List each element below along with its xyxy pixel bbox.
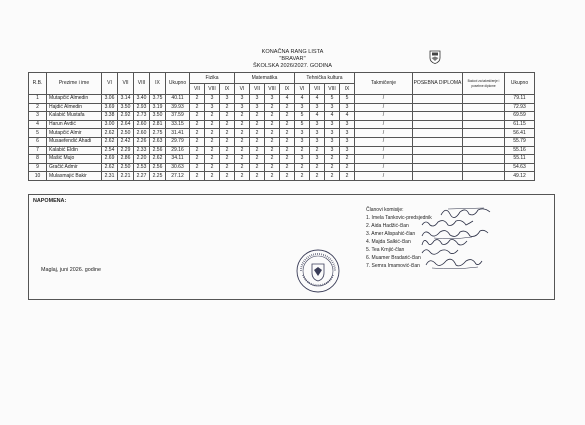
col-bodovi: Bodovi za takmičenje i posebne diplome [463,73,505,95]
cell-tehnicka: 3 [325,129,340,138]
cell-vii: 2.86 [118,155,134,164]
cell-ix: 2.56 [150,146,166,155]
cell-matematika: 2 [250,112,265,121]
cell-vii: 3.50 [118,103,134,112]
col-group-tehnicka: Tehnička kultura [295,73,355,84]
col-group-matematika: Matematika [235,73,295,84]
cell-matematika: 2 [235,146,250,155]
cell-matematika: 3 [250,103,265,112]
cell-posebna-diploma [413,163,463,172]
cell-name: Hajdić Almedin [47,103,102,112]
cell-fizika: 2 [220,103,235,112]
cell-matematika: 2 [250,172,265,181]
cell-vii: 2.50 [118,163,134,172]
cell-bodovi [463,137,505,146]
cell-tehnicka: 3 [340,103,355,112]
cell-matematika: 2 [235,129,250,138]
cell-takmicenje: / [355,137,413,146]
cell-ix: 2.81 [150,120,166,129]
cell-matematika: 2 [235,163,250,172]
cell-tehnicka: 4 [310,112,325,121]
commission-member: 3. Amer Alispahić-član [366,231,416,237]
commission-member: 4. Majda Salkić-član [366,239,411,245]
cell-fizika: 2 [205,120,220,129]
cell-tehnicka: 3 [310,129,325,138]
cell-fizika: 2 [190,120,205,129]
cell-tehnicka: 3 [340,120,355,129]
cell-matematika: 2 [250,120,265,129]
cell-matematika: 2 [280,112,295,121]
cell-ukupno-final: 49.12 [505,172,535,181]
cell-tehnicka: 3 [325,137,340,146]
cell-takmicenje: / [355,95,413,104]
commission-member: 2. Aida Hadžić-član [366,223,409,229]
cell-rb: 3 [29,112,47,121]
cell-ix: 3.50 [150,112,166,121]
school-year: ŠKOLSKA 2026/2027. GODINA [253,63,332,69]
document-title: KONAČNA RANG LISTA [261,49,324,55]
cell-matematika: 2 [250,163,265,172]
cell-vi: 3.00 [102,120,118,129]
cell-rb: 6 [29,137,47,146]
cell-fizika: 2 [190,112,205,121]
cell-vi: 3.69 [102,103,118,112]
cell-ix: 3.19 [150,103,166,112]
col-ix: IX [150,73,166,95]
cell-fizika: 2 [190,146,205,155]
cell-tehnicka: 2 [340,163,355,172]
cell-matematika: 3 [235,95,250,104]
cell-fizika: 2 [220,172,235,181]
cell-fizika: 2 [220,146,235,155]
cell-tehnicka: 2 [325,163,340,172]
table-row [29,137,535,146]
cell-fizika: 2 [205,155,220,164]
commission-member: 5. Tea Krnjić-član [366,247,405,253]
cell-tehnicka: 2 [295,163,310,172]
cell-rb: 2 [29,103,47,112]
cell-ukupno: 37.59 [166,112,190,121]
cell-tehnicka: 5 [340,95,355,104]
commission-member: 6. Muamer Bradarić-član [366,255,421,261]
cell-fizika: 2 [220,120,235,129]
cell-ix: 2.63 [150,137,166,146]
col-takmicenje: Takmičenje [355,73,413,95]
col-ukupno-final: Ukupno [505,73,535,95]
cell-tehnicka: 3 [325,120,340,129]
cell-takmicenje: / [355,129,413,138]
commission-member: 1. Imela Tankovic-predsjednik [366,215,432,221]
cell-rb: 10 [29,172,47,181]
document-subtitle: "BRAVAR" [279,56,306,62]
cell-ukupno: 39.93 [166,103,190,112]
cell-tehnicka: 3 [310,120,325,129]
cell-name: Mutapčić Almir [47,129,102,138]
cell-vii: 2.64 [118,120,134,129]
cell-matematika: 2 [265,172,280,181]
cell-vii: 3.14 [118,95,134,104]
cell-matematika: 2 [280,163,295,172]
cell-ukupno-final: 55.11 [505,155,535,164]
col-vi: VI [102,73,118,95]
subcol-mat: VI [235,84,250,95]
cell-takmicenje: / [355,155,413,164]
cell-ix: 2.25 [150,172,166,181]
cell-name: Kalabić Eldin [47,146,102,155]
cell-tehnicka: 3 [310,155,325,164]
cell-fizika: 2 [220,137,235,146]
cell-tehnicka: 5 [325,95,340,104]
place-date: Maglaj, juni 2026. godine [41,267,101,273]
cell-bodovi [463,95,505,104]
cell-vi: 3.06 [102,95,118,104]
cell-bodovi [463,163,505,172]
cell-matematika: 2 [235,155,250,164]
cell-posebna-diploma [413,129,463,138]
cell-ukupno: 29.16 [166,146,190,155]
cell-posebna-diploma [413,137,463,146]
cell-vi: 2.62 [102,129,118,138]
cell-fizika: 3 [220,95,235,104]
subcol-fiz: VII [190,84,205,95]
cell-viii: 2.33 [134,146,150,155]
cell-takmicenje: / [355,146,413,155]
cell-fizika: 2 [190,129,205,138]
subcol-teh: VII [310,84,325,95]
cell-matematika: 2 [265,155,280,164]
cell-viii: 2.27 [134,172,150,181]
table-row [29,95,535,104]
cell-viii: 2.26 [134,137,150,146]
cell-matematika: 2 [265,120,280,129]
cell-tehnicka: 2 [310,163,325,172]
cell-bodovi [463,172,505,181]
commission-title: Članovi komisije: [366,207,404,213]
cell-posebna-diploma [413,112,463,121]
table-row [29,120,535,129]
cell-bodovi [463,120,505,129]
cell-matematika: 2 [265,163,280,172]
cell-ukupno: 29.79 [166,137,190,146]
school-crest-icon [429,50,441,64]
table-row [29,163,535,172]
cell-ukupno-final: 79.11 [505,95,535,104]
cell-matematika: 3 [235,103,250,112]
cell-matematika: 4 [280,95,295,104]
cell-tehnicka: 4 [325,112,340,121]
cell-tehnicka: 3 [295,129,310,138]
cell-fizika: 2 [205,172,220,181]
cell-fizika: 2 [205,146,220,155]
subcol-teh: VI [295,84,310,95]
subcol-mat: VIII [265,84,280,95]
cell-vi: 2.31 [102,172,118,181]
cell-takmicenje: / [355,103,413,112]
table-row [29,155,535,164]
cell-matematika: 2 [265,129,280,138]
col-ukupno: Ukupno [166,73,190,95]
commission-member: 7. Semra Imamović-član [366,263,420,269]
cell-vii: 2.50 [118,129,134,138]
cell-matematika: 2 [265,137,280,146]
cell-matematika: 2 [235,120,250,129]
subcol-teh: VIII [325,84,340,95]
cell-matematika: 2 [280,172,295,181]
cell-viii: 2.53 [134,163,150,172]
cell-posebna-diploma [413,172,463,181]
cell-fizika: 2 [205,112,220,121]
cell-fizika: 2 [190,155,205,164]
cell-tehnicka: 3 [325,146,340,155]
cell-matematika: 2 [265,103,280,112]
cell-fizika: 2 [220,155,235,164]
cell-fizika: 2 [205,129,220,138]
cell-posebna-diploma [413,103,463,112]
cell-viii: 2.93 [134,103,150,112]
cell-matematika: 2 [235,137,250,146]
cell-viii: 2.60 [134,120,150,129]
cell-takmicenje: / [355,112,413,121]
cell-tehnicka: 3 [295,103,310,112]
cell-ukupno: 27.12 [166,172,190,181]
cell-ukupno: 31.41 [166,129,190,138]
cell-tehnicka: 3 [295,155,310,164]
rank-table [28,72,535,181]
cell-tehnicka: 3 [295,137,310,146]
cell-fizika: 2 [190,172,205,181]
cell-posebna-diploma [413,120,463,129]
cell-takmicenje: / [355,120,413,129]
col-name: Prezime i ime [47,73,102,95]
cell-matematika: 2 [250,146,265,155]
cell-rb: 5 [29,129,47,138]
table-row [29,103,535,112]
cell-ukupno: 34.11 [166,155,190,164]
cell-rb: 4 [29,120,47,129]
cell-ukupno-final: 61.15 [505,120,535,129]
cell-vii: 2.29 [118,146,134,155]
cell-ukupno-final: 69.59 [505,112,535,121]
cell-fizika: 2 [205,163,220,172]
cell-viii: 2.60 [134,129,150,138]
cell-ukupno-final: 55.16 [505,146,535,155]
cell-matematika: 2 [280,129,295,138]
cell-takmicenje: / [355,172,413,181]
cell-viii: 3.40 [134,95,150,104]
cell-tehnicka: 3 [325,103,340,112]
rank-table-body [29,95,535,181]
cell-name: Musaefendić Ahadi [47,137,102,146]
cell-name: Mašić Mujo [47,155,102,164]
col-viii: VIII [134,73,150,95]
cell-vi: 3.38 [102,112,118,121]
cell-fizika: 2 [220,163,235,172]
cell-tehnicka: 3 [310,103,325,112]
cell-tehnicka: 2 [310,146,325,155]
cell-vii: 2.42 [118,137,134,146]
cell-name: Mulasmajić Bakir [47,172,102,181]
cell-matematika: 2 [265,146,280,155]
cell-bodovi [463,103,505,112]
cell-ukupno-final: 54.63 [505,163,535,172]
cell-ukupno-final: 72.93 [505,103,535,112]
cell-matematika: 2 [265,112,280,121]
cell-viii: 2.20 [134,155,150,164]
cell-fizika: 3 [205,95,220,104]
cell-bodovi [463,129,505,138]
cell-fizika: 2 [220,129,235,138]
cell-tehnicka: 2 [310,172,325,181]
cell-tehnicka: 5 [295,112,310,121]
cell-tehnicka: 2 [340,155,355,164]
cell-bodovi [463,146,505,155]
cell-posebna-diploma [413,146,463,155]
cell-viii: 2.73 [134,112,150,121]
cell-vi: 2.54 [102,146,118,155]
cell-tehnicka: 3 [340,146,355,155]
subcol-fiz: IX [220,84,235,95]
col-vii: VII [118,73,134,95]
table-row [29,146,535,155]
cell-ix: 2.56 [150,163,166,172]
cell-rb: 7 [29,146,47,155]
cell-name: Gračić Admir [47,163,102,172]
table-row [29,129,535,138]
cell-ix: 3.75 [150,95,166,104]
table-row [29,172,535,181]
col-posebna-diploma: POSEBNA DIPLOMA [413,73,463,95]
cell-tehnicka: 4 [295,95,310,104]
cell-tehnicka: 5 [295,120,310,129]
cell-fizika: 2 [220,112,235,121]
cell-tehnicka: 2 [325,155,340,164]
subcol-teh: IX [340,84,355,95]
cell-tehnicka: 4 [340,112,355,121]
table-row [29,112,535,121]
cell-name: Mutapčić Almedin [47,95,102,104]
cell-tehnicka: 2 [325,172,340,181]
cell-bodovi [463,155,505,164]
cell-fizika: 2 [190,103,205,112]
cell-vi: 2.62 [102,137,118,146]
cell-rb: 8 [29,155,47,164]
cell-tehnicka: 2 [295,172,310,181]
cell-ukupno: 40.11 [166,95,190,104]
cell-tehnicka: 2 [295,146,310,155]
cell-matematika: 2 [280,137,295,146]
cell-ukupno: 30.63 [166,163,190,172]
cell-tehnicka: 3 [340,137,355,146]
subcol-mat: IX [280,84,295,95]
cell-tehnicka: 3 [310,137,325,146]
cell-fizika: 2 [190,163,205,172]
subcol-mat: VII [250,84,265,95]
cell-matematika: 2 [250,129,265,138]
cell-fizika: 2 [205,137,220,146]
cell-matematika: 2 [280,155,295,164]
cell-matematika: 2 [280,146,295,155]
cell-matematika: 2 [250,155,265,164]
cell-matematika: 3 [250,95,265,104]
cell-name: Kalabić Mustafa [47,112,102,121]
cell-tehnicka: 2 [340,172,355,181]
cell-vi: 2.69 [102,155,118,164]
cell-vi: 2.62 [102,163,118,172]
cell-ukupno-final: 55.79 [505,137,535,146]
cell-matematika: 3 [265,95,280,104]
col-rb: R.B. [29,73,47,95]
subcol-fiz: VIII [205,84,220,95]
col-group-fizika: Fizika [190,73,235,84]
cell-posebna-diploma [413,95,463,104]
cell-ix: 2.75 [150,129,166,138]
official-stamp-icon [295,248,341,294]
cell-ix: 2.62 [150,155,166,164]
cell-vii: 2.21 [118,172,134,181]
cell-matematika: 2 [235,172,250,181]
cell-vii: 2.92 [118,112,134,121]
cell-name: Harun Avdić [47,120,102,129]
cell-tehnicka: 4 [310,95,325,104]
napomena-label: NAPOMENA: [33,198,67,204]
cell-fizika: 3 [205,103,220,112]
cell-matematika: 2 [235,112,250,121]
cell-matematika: 2 [280,120,295,129]
cell-posebna-diploma [413,155,463,164]
cell-bodovi [463,112,505,121]
cell-matematika: 2 [280,103,295,112]
cell-tehnicka: 3 [340,129,355,138]
cell-ukupno: 33.15 [166,120,190,129]
cell-fizika: 2 [190,95,205,104]
cell-matematika: 2 [250,137,265,146]
cell-rb: 1 [29,95,47,104]
cell-ukupno-final: 56.41 [505,129,535,138]
cell-takmicenje: / [355,163,413,172]
cell-fizika: 2 [190,137,205,146]
signature-icon [424,255,484,271]
cell-rb: 9 [29,163,47,172]
